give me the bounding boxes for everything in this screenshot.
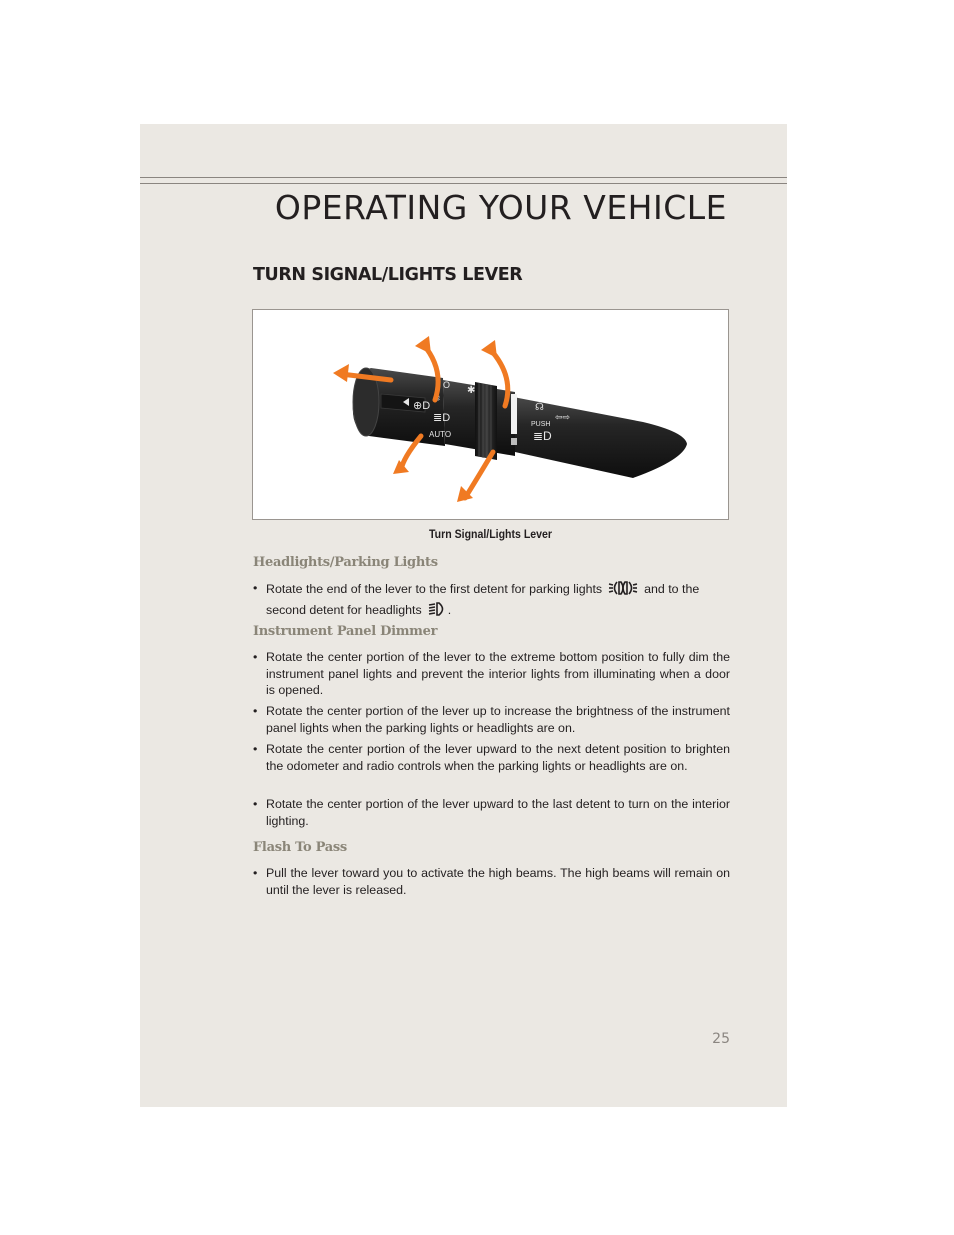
auto-label: AUTO [429,430,452,439]
svg-text:⇦⇨: ⇦⇨ [555,412,571,422]
chapter-title: OPERATING YOUR VEHICLE [274,188,727,227]
dimmer-ring [475,382,497,460]
lever-illustration [253,310,728,519]
header-rule-top [140,177,787,178]
section-title: TURN SIGNAL/LIGHTS LEVER [253,265,523,285]
svg-text:≣D: ≣D [533,429,552,443]
headlights-text-a: Rotate the end of the lever to the first detent for parking lights [266,582,603,596]
dimmer-bullet-1: • Rotate the center portion of the lever to the extreme bottom position to fully dim the instrument panel lights and prevent the interior lights from illuminating when a door is opened. [253,650,730,698]
headlights-bullet: • Rotate the end of the lever to the first detent for parking lights and to the second detent for headlights . [253,580,730,621]
dimmer-heading: Instrument Panel Dimmer [253,624,438,639]
svg-text:☊: ☊ [535,402,544,413]
headlights-heading: Headlights/Parking Lights [253,555,438,570]
svg-text:⊕D: ⊕D [413,400,431,412]
dimmer-bullet-3: • Rotate the center portion of the lever upward to the next detent position to brighten the odometer and radio controls when the parking lights or headlights are on. [253,742,730,773]
header-rule-bottom [140,183,787,184]
headlights-text-c: . [447,602,452,617]
dimmer-bullet-4: • Rotate the center portion of the lever upward to the last detent to turn on the interior lighting. [253,797,730,828]
svg-text:≋: ≋ [433,393,441,403]
svg-text:✱: ✱ [467,385,476,396]
figure-caption: Turn Signal/Lights Lever [428,527,553,541]
flash-bullet-1: • Pull the lever toward you to activate the high beams. The high beams will remain on until the lever is released. [253,866,730,897]
rotate-arrow-bottom-right [465,452,493,498]
push-label: PUSH [531,421,551,428]
dimmer-bullet-2: • Rotate the center portion of the lever up to increase the brightness of the instrument panel lights when the parking lights or headlights are on. [253,704,730,735]
manual-page [140,124,787,1107]
headlights-text-b: and to the second detent for headlights [266,582,700,617]
parking-lights-icon [608,580,638,601]
indicator-bar [511,394,517,434]
headlights-icon [428,601,448,622]
svg-text:≣D: ≣D [433,412,451,424]
page-number: 25 [712,1031,730,1047]
lever-figure [252,309,729,520]
off-label: O [443,380,451,390]
flash-heading: Flash To Pass [253,840,347,855]
